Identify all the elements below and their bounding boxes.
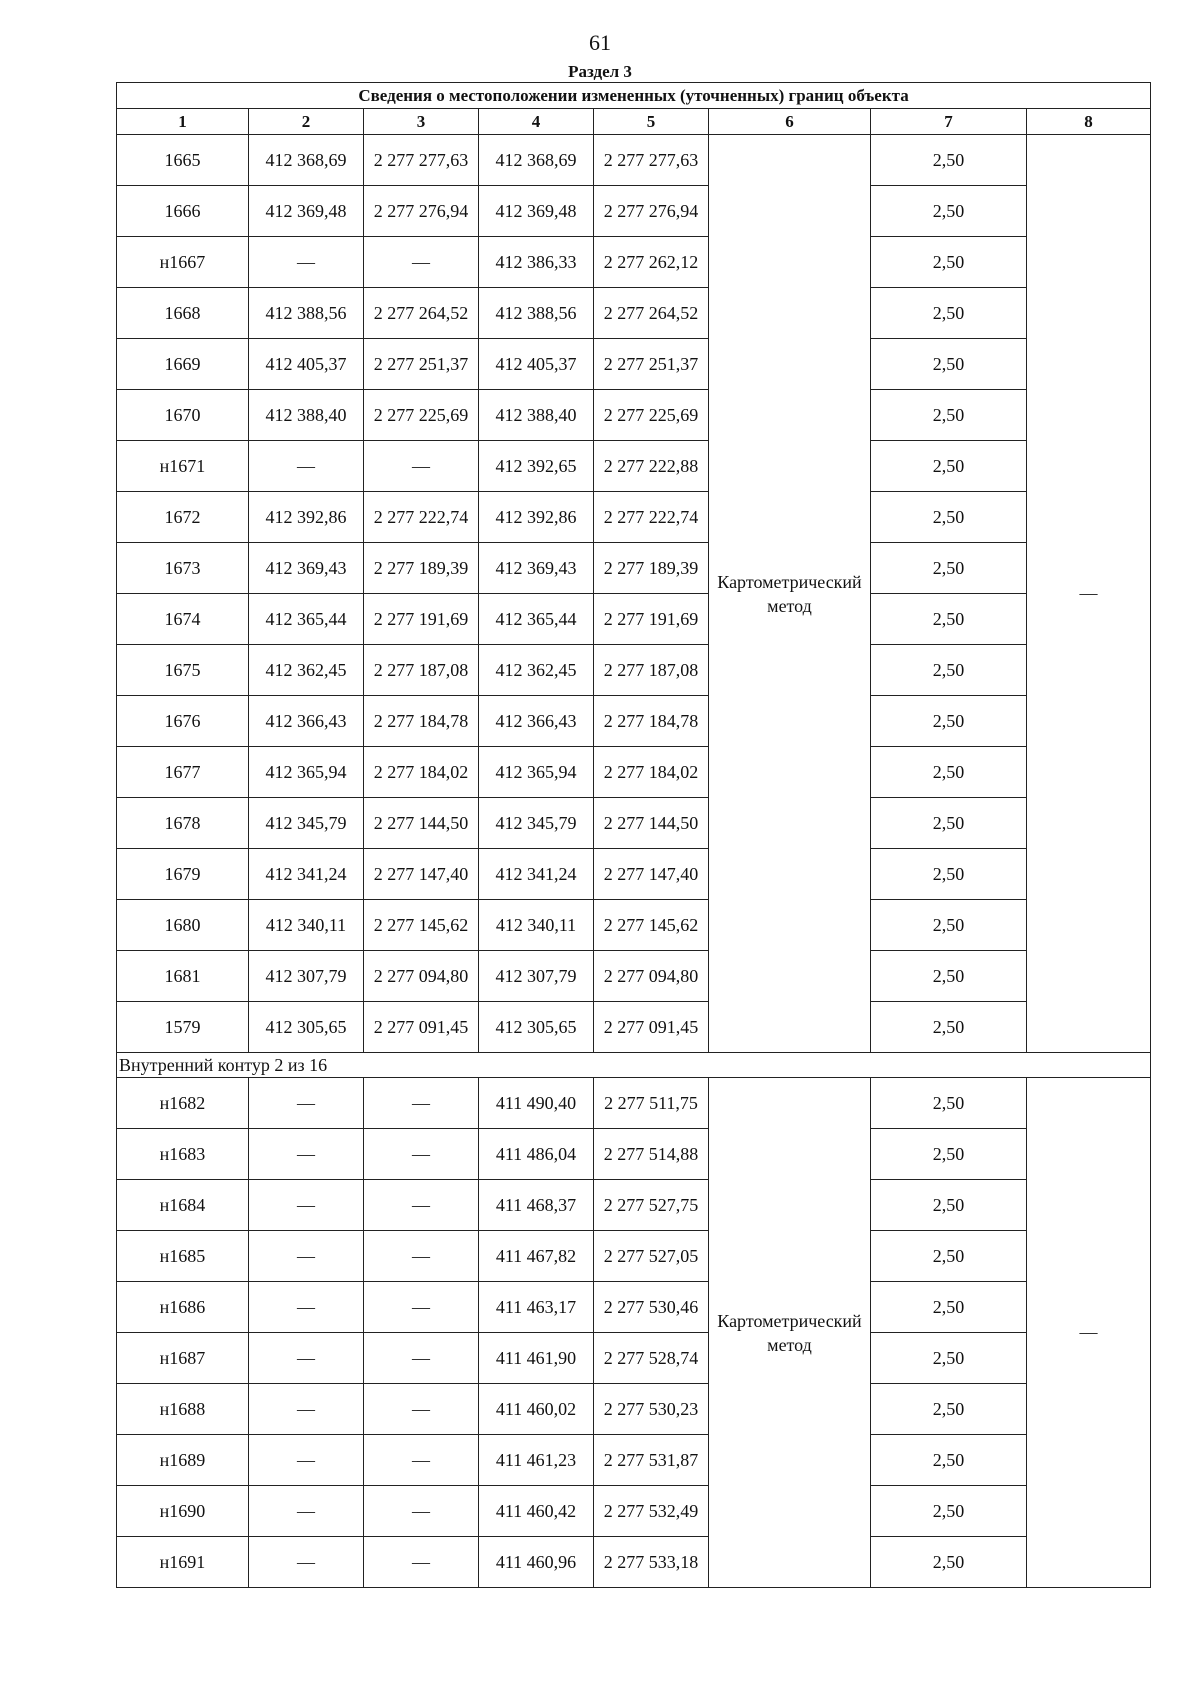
y-new-cell: 2 277 527,75: [594, 1180, 709, 1231]
y-new-cell: 2 277 530,23: [594, 1384, 709, 1435]
y-new-cell: 2 277 191,69: [594, 594, 709, 645]
y-existing-cell: —: [364, 1333, 479, 1384]
y-existing-cell: —: [364, 1180, 479, 1231]
table-row: [117, 747, 1151, 798]
x-new-cell: 411 463,17: [479, 1282, 594, 1333]
precision-cell: 2,50: [871, 1231, 1027, 1282]
point-name-cell: 1672: [117, 492, 249, 543]
point-name-cell: 1680: [117, 900, 249, 951]
precision-cell: 2,50: [871, 1486, 1027, 1537]
point-name-cell: 1674: [117, 594, 249, 645]
x-existing-cell: —: [249, 1537, 364, 1588]
x-existing-cell: —: [249, 1384, 364, 1435]
y-new-cell: 2 277 187,08: [594, 645, 709, 696]
x-existing-cell: 412 369,48: [249, 186, 364, 237]
point-name-cell: 1670: [117, 390, 249, 441]
precision-cell: 2,50: [871, 1180, 1027, 1231]
x-new-cell: 411 467,82: [479, 1231, 594, 1282]
x-new-cell: 411 490,40: [479, 1078, 594, 1129]
y-new-cell: 2 277 531,87: [594, 1435, 709, 1486]
precision-cell: 2,50: [871, 492, 1027, 543]
y-existing-cell: —: [364, 1129, 479, 1180]
table-row: [117, 339, 1151, 390]
point-name-cell: 1679: [117, 849, 249, 900]
column-number-1: 1: [117, 109, 249, 135]
column-number-5: 5: [594, 109, 709, 135]
y-new-cell: 2 277 094,80: [594, 951, 709, 1002]
x-existing-cell: —: [249, 1129, 364, 1180]
x-new-cell: 411 461,23: [479, 1435, 594, 1486]
x-new-cell: 411 461,90: [479, 1333, 594, 1384]
y-new-cell: 2 277 511,75: [594, 1078, 709, 1129]
y-existing-cell: 2 277 191,69: [364, 594, 479, 645]
table-row: [117, 1002, 1151, 1053]
precision-cell: 2,50: [871, 951, 1027, 1002]
y-new-cell: 2 277 184,02: [594, 747, 709, 798]
method-cell: Картометрический метод: [709, 1078, 871, 1588]
x-new-cell: 412 305,65: [479, 1002, 594, 1053]
y-existing-cell: 2 277 222,74: [364, 492, 479, 543]
table-row: [117, 186, 1151, 237]
y-existing-cell: 2 277 144,50: [364, 798, 479, 849]
y-existing-cell: 2 277 145,62: [364, 900, 479, 951]
x-new-cell: 411 460,96: [479, 1537, 594, 1588]
precision-cell: 2,50: [871, 135, 1027, 186]
table-row: [117, 288, 1151, 339]
precision-cell: 2,50: [871, 849, 1027, 900]
x-new-cell: 411 460,02: [479, 1384, 594, 1435]
point-name-cell: н1690: [117, 1486, 249, 1537]
table-row: [117, 798, 1151, 849]
precision-cell: 2,50: [871, 1078, 1027, 1129]
table-title: Сведения о местоположении измененных (уточненных) границ объекта: [117, 83, 1151, 109]
x-existing-cell: —: [249, 1435, 364, 1486]
x-new-cell: 412 366,43: [479, 696, 594, 747]
x-new-cell: 412 392,86: [479, 492, 594, 543]
y-existing-cell: 2 277 147,40: [364, 849, 479, 900]
y-existing-cell: —: [364, 237, 479, 288]
y-existing-cell: 2 277 094,80: [364, 951, 479, 1002]
x-existing-cell: —: [249, 1282, 364, 1333]
column-number-7: 7: [871, 109, 1027, 135]
table-row: [117, 951, 1151, 1002]
table-row: [117, 1231, 1151, 1282]
table-row: [117, 1129, 1151, 1180]
precision-cell: 2,50: [871, 1282, 1027, 1333]
y-new-cell: 2 277 144,50: [594, 798, 709, 849]
y-existing-cell: 2 277 277,63: [364, 135, 479, 186]
point-name-cell: 1675: [117, 645, 249, 696]
x-existing-cell: 412 368,69: [249, 135, 364, 186]
y-new-cell: 2 277 530,46: [594, 1282, 709, 1333]
x-existing-cell: 412 369,43: [249, 543, 364, 594]
point-name-cell: 1579: [117, 1002, 249, 1053]
y-existing-cell: 2 277 187,08: [364, 645, 479, 696]
x-existing-cell: 412 365,94: [249, 747, 364, 798]
precision-cell: 2,50: [871, 594, 1027, 645]
x-new-cell: 412 386,33: [479, 237, 594, 288]
y-existing-cell: —: [364, 1231, 479, 1282]
point-name-cell: н1671: [117, 441, 249, 492]
table-row: [117, 237, 1151, 288]
description-cell: —: [1027, 1078, 1151, 1588]
x-existing-cell: 412 392,86: [249, 492, 364, 543]
precision-cell: 2,50: [871, 339, 1027, 390]
y-new-cell: 2 277 262,12: [594, 237, 709, 288]
precision-cell: 2,50: [871, 390, 1027, 441]
y-new-cell: 2 277 533,18: [594, 1537, 709, 1588]
y-new-cell: 2 277 147,40: [594, 849, 709, 900]
table-row: [117, 1333, 1151, 1384]
x-existing-cell: —: [249, 1486, 364, 1537]
page-number: 61: [589, 30, 611, 55]
table-row: [117, 1384, 1151, 1435]
section-title: Раздел 3: [568, 62, 632, 81]
x-existing-cell: —: [249, 1333, 364, 1384]
x-existing-cell: 412 388,56: [249, 288, 364, 339]
table-row: [117, 1078, 1151, 1129]
x-existing-cell: 412 345,79: [249, 798, 364, 849]
x-new-cell: 412 369,48: [479, 186, 594, 237]
x-existing-cell: —: [249, 237, 364, 288]
x-new-cell: 412 405,37: [479, 339, 594, 390]
x-new-cell: 412 365,94: [479, 747, 594, 798]
precision-cell: 2,50: [871, 1537, 1027, 1588]
y-existing-cell: —: [364, 1282, 479, 1333]
x-new-cell: 412 369,43: [479, 543, 594, 594]
table-row: [117, 1180, 1151, 1231]
precision-cell: 2,50: [871, 186, 1027, 237]
x-existing-cell: 412 405,37: [249, 339, 364, 390]
y-new-cell: 2 277 184,78: [594, 696, 709, 747]
y-existing-cell: 2 277 276,94: [364, 186, 479, 237]
x-existing-cell: 412 307,79: [249, 951, 364, 1002]
x-new-cell: 412 362,45: [479, 645, 594, 696]
y-existing-cell: —: [364, 1435, 479, 1486]
y-existing-cell: —: [364, 1537, 479, 1588]
boundary-table: [116, 82, 1151, 1588]
point-name-cell: 1678: [117, 798, 249, 849]
point-name-cell: 1665: [117, 135, 249, 186]
x-new-cell: 412 307,79: [479, 951, 594, 1002]
column-number-2: 2: [249, 109, 364, 135]
point-name-cell: 1681: [117, 951, 249, 1002]
x-existing-cell: 412 388,40: [249, 390, 364, 441]
point-name-cell: н1687: [117, 1333, 249, 1384]
table-row: [117, 492, 1151, 543]
y-existing-cell: —: [364, 441, 479, 492]
y-new-cell: 2 277 528,74: [594, 1333, 709, 1384]
x-new-cell: 412 368,69: [479, 135, 594, 186]
point-name-cell: 1673: [117, 543, 249, 594]
table-row: [117, 900, 1151, 951]
table-row: [117, 390, 1151, 441]
y-existing-cell: —: [364, 1384, 479, 1435]
point-name-cell: 1669: [117, 339, 249, 390]
precision-cell: 2,50: [871, 696, 1027, 747]
point-name-cell: 1666: [117, 186, 249, 237]
precision-cell: 2,50: [871, 900, 1027, 951]
x-new-cell: 412 388,56: [479, 288, 594, 339]
x-new-cell: 412 340,11: [479, 900, 594, 951]
point-name-cell: 1677: [117, 747, 249, 798]
table-row: [117, 1537, 1151, 1588]
y-existing-cell: 2 277 091,45: [364, 1002, 479, 1053]
method-cell: Картометрический метод: [709, 135, 871, 1053]
point-name-cell: 1668: [117, 288, 249, 339]
x-existing-cell: 412 362,45: [249, 645, 364, 696]
y-new-cell: 2 277 091,45: [594, 1002, 709, 1053]
precision-cell: 2,50: [871, 1435, 1027, 1486]
x-new-cell: 411 460,42: [479, 1486, 594, 1537]
point-name-cell: н1688: [117, 1384, 249, 1435]
y-new-cell: 2 277 189,39: [594, 543, 709, 594]
x-new-cell: 411 486,04: [479, 1129, 594, 1180]
precision-cell: 2,50: [871, 1384, 1027, 1435]
y-new-cell: 2 277 222,74: [594, 492, 709, 543]
table-row: [117, 696, 1151, 747]
y-existing-cell: 2 277 184,78: [364, 696, 479, 747]
precision-cell: 2,50: [871, 747, 1027, 798]
y-new-cell: 2 277 225,69: [594, 390, 709, 441]
precision-cell: 2,50: [871, 645, 1027, 696]
x-existing-cell: —: [249, 1078, 364, 1129]
precision-cell: 2,50: [871, 1333, 1027, 1384]
point-name-cell: н1689: [117, 1435, 249, 1486]
contour-label-row: [117, 1053, 1151, 1078]
point-name-cell: н1682: [117, 1078, 249, 1129]
y-new-cell: 2 277 276,94: [594, 186, 709, 237]
point-name-cell: н1691: [117, 1537, 249, 1588]
x-existing-cell: 412 365,44: [249, 594, 364, 645]
y-new-cell: 2 277 277,63: [594, 135, 709, 186]
table-row: [117, 543, 1151, 594]
x-existing-cell: —: [249, 1180, 364, 1231]
x-new-cell: 412 365,44: [479, 594, 594, 645]
point-name-cell: н1686: [117, 1282, 249, 1333]
column-number-4: 4: [479, 109, 594, 135]
contour-label: Внутренний контур 2 из 16: [117, 1053, 1151, 1078]
x-new-cell: 411 468,37: [479, 1180, 594, 1231]
description-cell: —: [1027, 135, 1151, 1053]
table-row: [117, 1435, 1151, 1486]
y-new-cell: 2 277 145,62: [594, 900, 709, 951]
column-number-3: 3: [364, 109, 479, 135]
y-existing-cell: 2 277 189,39: [364, 543, 479, 594]
y-new-cell: 2 277 514,88: [594, 1129, 709, 1180]
table-row: [117, 1282, 1151, 1333]
x-existing-cell: 412 340,11: [249, 900, 364, 951]
y-existing-cell: 2 277 251,37: [364, 339, 479, 390]
y-new-cell: 2 277 251,37: [594, 339, 709, 390]
point-name-cell: 1676: [117, 696, 249, 747]
precision-cell: 2,50: [871, 288, 1027, 339]
precision-cell: 2,50: [871, 798, 1027, 849]
table-row: [117, 1486, 1151, 1537]
table-row: [117, 441, 1151, 492]
x-existing-cell: —: [249, 441, 364, 492]
x-new-cell: 412 341,24: [479, 849, 594, 900]
point-name-cell: н1684: [117, 1180, 249, 1231]
y-new-cell: 2 277 264,52: [594, 288, 709, 339]
y-existing-cell: 2 277 264,52: [364, 288, 479, 339]
y-new-cell: 2 277 222,88: [594, 441, 709, 492]
y-existing-cell: 2 277 225,69: [364, 390, 479, 441]
precision-cell: 2,50: [871, 441, 1027, 492]
column-number-6: 6: [709, 109, 871, 135]
y-new-cell: 2 277 532,49: [594, 1486, 709, 1537]
y-new-cell: 2 277 527,05: [594, 1231, 709, 1282]
table-row: [117, 135, 1151, 186]
x-existing-cell: 412 305,65: [249, 1002, 364, 1053]
point-name-cell: н1685: [117, 1231, 249, 1282]
x-existing-cell: —: [249, 1231, 364, 1282]
table-row: [117, 849, 1151, 900]
y-existing-cell: 2 277 184,02: [364, 747, 479, 798]
precision-cell: 2,50: [871, 543, 1027, 594]
column-number-8: 8: [1027, 109, 1151, 135]
x-existing-cell: 412 341,24: [249, 849, 364, 900]
x-new-cell: 412 345,79: [479, 798, 594, 849]
y-existing-cell: —: [364, 1486, 479, 1537]
y-existing-cell: —: [364, 1078, 479, 1129]
table-row: [117, 645, 1151, 696]
point-name-cell: н1683: [117, 1129, 249, 1180]
point-name-cell: н1667: [117, 237, 249, 288]
precision-cell: 2,50: [871, 1129, 1027, 1180]
x-new-cell: 412 392,65: [479, 441, 594, 492]
x-new-cell: 412 388,40: [479, 390, 594, 441]
precision-cell: 2,50: [871, 237, 1027, 288]
x-existing-cell: 412 366,43: [249, 696, 364, 747]
table-row: [117, 594, 1151, 645]
precision-cell: 2,50: [871, 1002, 1027, 1053]
